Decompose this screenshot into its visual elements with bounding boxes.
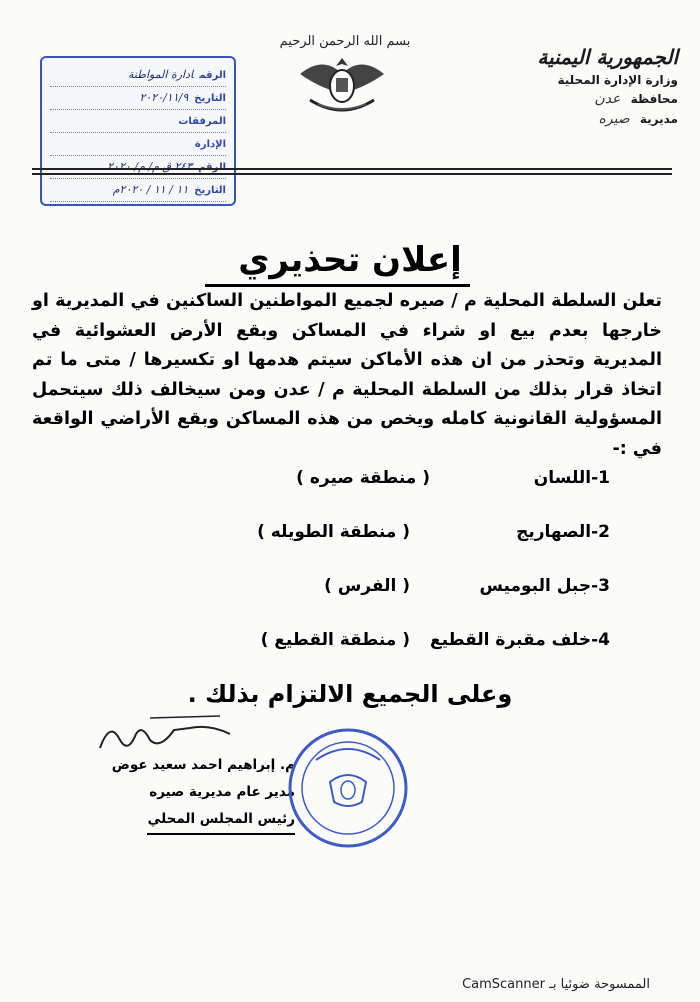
list-item (90, 468, 610, 498)
notice-title: إعلان تحذيري (238, 240, 462, 280)
list-item (90, 630, 610, 660)
governorate-label: محافظة (630, 92, 678, 106)
republic-name: الجمهورية اليمنية (537, 45, 678, 69)
stamp-row-label: التاريخ (194, 185, 226, 196)
stamp-row (50, 110, 226, 133)
signatory-block (65, 752, 295, 833)
stamp-row-value: ٢٤٣ ق م/ م/ ٢٠٢٠ (107, 160, 193, 173)
stamp-row (50, 179, 226, 202)
official-seal-icon (286, 726, 410, 850)
stamp-row (50, 133, 226, 156)
closing-line: وعلى الجميع الالتزام بذلك . (187, 680, 513, 708)
location-area: ( منطقة الطويله ) (257, 522, 410, 542)
district-line (493, 111, 678, 127)
letterhead-right (493, 45, 678, 127)
scanner-watermark: الممسوحة ضوئيا بـ CamScanner (462, 977, 650, 992)
location-name: 1-اللسان (533, 468, 610, 488)
header-divider (32, 168, 672, 170)
stamp-row-label: التاريخ (194, 93, 226, 104)
stamp-row-label: الرقم (199, 70, 226, 81)
stamp-row-value: ١١ / ١١ / ٢٠٢٠م (112, 183, 189, 196)
stamp-row (50, 64, 226, 87)
stamp-row (50, 87, 226, 110)
stamp-row-label: الإدارة (194, 139, 226, 150)
header-divider (32, 173, 672, 175)
governorate-line (493, 91, 678, 107)
list-item (90, 522, 610, 552)
basmala: بسم الله الرحمن الرحيم (279, 34, 411, 49)
governorate-value: عدن (594, 91, 621, 107)
list-item (90, 576, 610, 606)
district-label: مديرية (639, 112, 678, 126)
location-name: 4-خلف مقبرة القطيع (429, 630, 610, 650)
district-value: صيره (598, 111, 630, 127)
notice-body: تعلن السلطة المحلية م / صيره لجميع المواطنين الساكنين في المديرية او خارجها بعدم بيع او شراء في المساكن وبقع الأرض العشوائية في المديرية وتحذر من ان هذه الأماكن سيتم هدمها او تكسيرها / متى ما تم اتخاذ قرار بذلك من السلطة المحلية م / عدن ومن سيخالف ذلك سيتحمل المسؤولية القانونية كامله ويخص من هذه المساكن وبقع الأراضي الواقعة في :- (32, 291, 662, 459)
location-name: 2-الصهاريج (516, 522, 610, 542)
location-name: 3-جبل البوميس (479, 576, 610, 596)
yemen-emblem-icon (292, 52, 392, 120)
location-area: ( منطقة صيره ) (296, 468, 430, 488)
stamp-row-value: ٢٠٢٠/١١/٩ (139, 91, 189, 104)
signatory-title: مدير عام مديرية صيره (149, 784, 295, 800)
ministry-name: وزارة الإدارة المحلية (557, 73, 678, 87)
location-area: ( منطقة القطيع ) (260, 630, 410, 650)
signatory-council: رئيس المجلس المحلي (147, 806, 295, 835)
signatory-name: م. إبراهيم احمد سعيد عوض (111, 757, 295, 773)
location-area: ( الفرس ) (324, 576, 410, 596)
stamp-row-label: المرفقات (178, 116, 226, 127)
stamp-row-label: الرقم (198, 162, 226, 173)
registry-stamp (40, 56, 236, 206)
stamp-row-value: ادارة المواطنة (127, 68, 194, 81)
